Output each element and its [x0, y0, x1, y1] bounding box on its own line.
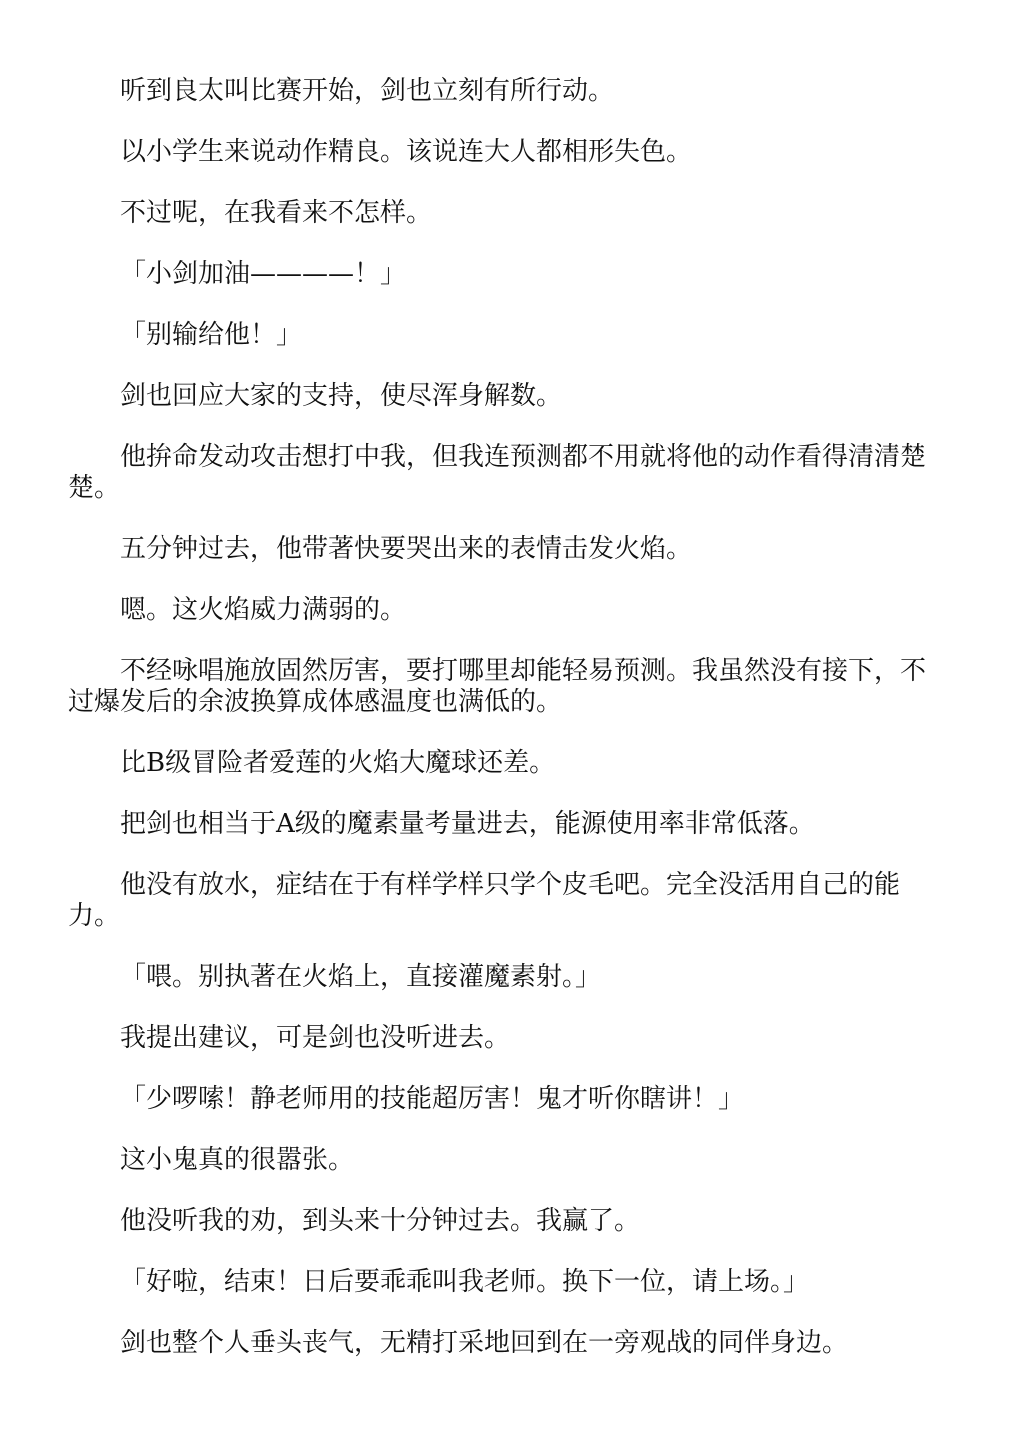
paragraph: 不过呢，在我看来不怎样。	[120, 198, 433, 228]
paragraph: 「喂。别执著在火焰上，直接灌魔素射。」	[120, 962, 602, 992]
paragraph: 嗯。这火焰威力满弱的。	[120, 595, 407, 625]
paragraph: 五分钟过去，他带著快要哭出来的表情击发火焰。	[120, 534, 693, 564]
paragraph: 「好啦，结束！日后要乖乖叫我老师。换下一位，请上场。」	[120, 1267, 810, 1297]
paragraph: 这小鬼真的很嚣张。	[120, 1145, 355, 1175]
paragraph: 「少啰嗦！静老师用的技能超厉害！鬼才听你瞎讲！」	[120, 1084, 745, 1114]
paragraph: 听到良太叫比赛开始，剑也立刻有所行动。	[120, 76, 615, 106]
paragraph: 剑也回应大家的支持，使尽浑身解数。	[120, 381, 563, 411]
paragraph: 他拚命发动攻击想打中我，但我连预测都不用就将他的动作看得清清楚楚。	[68, 442, 927, 503]
paragraph: 不经咏唱施放固然厉害，要打哪里却能轻易预测。我虽然没有接下，不过爆发后的余波换算成体感温度也满低的。	[68, 656, 927, 717]
paragraph: 以小学生来说动作精良。该说连大人都相形失色。	[120, 137, 693, 167]
paragraph: 他没有放水，症结在于有样学样只学个皮毛吧。完全没活用自己的能力。	[68, 870, 901, 931]
paragraph: 「小剑加油————！」	[120, 259, 407, 289]
paragraph: 剑也整个人垂头丧气，无精打采地回到在一旁观战的同伴身边。	[120, 1328, 849, 1358]
paragraph: 「别输给他！」	[120, 320, 303, 350]
paragraph: 比B级冒险者爱莲的火焰大魔球还差。	[120, 748, 556, 778]
paragraph: 他没听我的劝，到头来十分钟过去。我赢了。	[120, 1206, 641, 1236]
paragraph: 我提出建议，可是剑也没听进去。	[120, 1023, 511, 1053]
paragraph: 把剑也相当于A级的魔素量考量进去，能源使用率非常低落。	[120, 809, 815, 839]
